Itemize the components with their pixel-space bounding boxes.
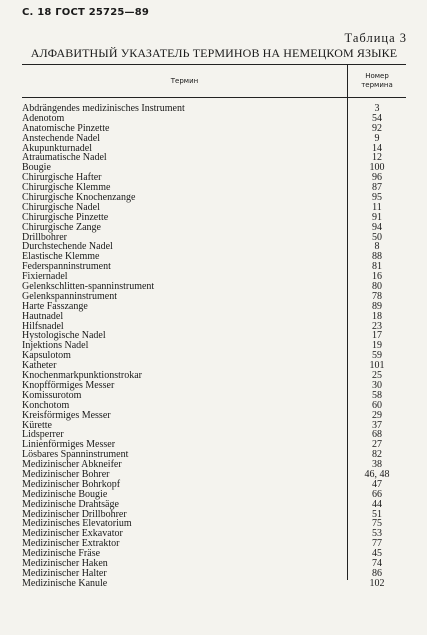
- term-cell: Hautnadel: [22, 310, 64, 322]
- term-cell: Medizinische Fräse: [22, 548, 101, 560]
- number-cell: 45: [372, 548, 382, 560]
- table-row: [22, 223, 406, 233]
- number-cell: 95: [372, 192, 382, 204]
- term-cell: Medizinischer Abkneifer: [22, 459, 122, 471]
- term-cell: Fixiernadel: [22, 271, 68, 283]
- term-cell: Durchstechende Nadel: [22, 241, 113, 253]
- term-cell: Linienförmiges Messer: [22, 439, 116, 451]
- number-cell: 38: [372, 459, 382, 471]
- number-cell: 74: [372, 557, 382, 569]
- term-cell: Gelenkspanninstrument: [22, 290, 117, 302]
- number-cell: 53: [372, 528, 382, 540]
- number-cell: 78: [372, 290, 382, 302]
- number-cell: 89: [372, 300, 382, 312]
- number-cell: 51: [372, 508, 382, 520]
- term-cell: Anstechende Nadel: [22, 132, 101, 144]
- number-cell: 8: [374, 241, 380, 253]
- term-cell: Bougie: [22, 162, 51, 174]
- number-cell: 68: [372, 429, 382, 441]
- number-cell: 100: [369, 162, 385, 174]
- number-cell: 92: [372, 122, 382, 134]
- number-cell: 81: [372, 261, 382, 273]
- term-cell: Chirurgische Nadel: [22, 201, 100, 213]
- term-cell: Adenotom: [22, 112, 65, 124]
- number-cell: 16: [372, 271, 382, 283]
- column-header-number-line2: термина: [361, 81, 393, 89]
- term-cell: Lidsperrer: [22, 429, 64, 441]
- term-cell: Chirurgische Zange: [22, 221, 101, 233]
- term-cell: Akupunkturnadel: [22, 142, 92, 154]
- term-cell: Knochenmarkpunktionstrokar: [22, 370, 142, 382]
- term-cell: Medizinisches Elevatorium: [22, 518, 132, 530]
- table-header: [22, 64, 406, 98]
- term-cell: Medizinischer Drillbohrer: [22, 508, 127, 520]
- number-cell: 86: [372, 567, 382, 579]
- number-cell: 82: [372, 449, 382, 461]
- number-cell: 47: [372, 478, 382, 490]
- table-row: [22, 341, 406, 351]
- number-cell: 11: [372, 201, 382, 213]
- number-cell: 50: [372, 231, 382, 243]
- number-cell: 19: [372, 340, 382, 352]
- column-header-number: [348, 65, 406, 97]
- number-cell: 102: [369, 577, 385, 589]
- term-cell: Abdrängendes medizinisches Instrument: [22, 103, 185, 114]
- term-cell: Harte Fasszange: [22, 300, 88, 312]
- table-title: АЛФАВИТНЫЙ УКАЗАТЕЛЬ ТЕРМИНОВ НА НЕМЕЦКОМ ЯЗЫКЕ: [30, 46, 398, 60]
- term-cell: Chirurgische Pinzette: [22, 211, 109, 223]
- term-cell: Medizinischer Exkavator: [22, 528, 123, 540]
- table-row: [22, 579, 406, 589]
- term-cell: Chirurgische Klemme: [22, 182, 111, 194]
- number-cell: 9: [374, 132, 380, 144]
- term-cell: Atraumatische Nadel: [22, 152, 107, 164]
- term-cell: Medizinischer Haken: [22, 557, 108, 569]
- column-header-number-line1: Номер: [365, 72, 389, 80]
- term-cell: Injektions Nadel: [22, 340, 89, 352]
- number-cell: 59: [372, 350, 382, 362]
- number-cell: 101: [369, 360, 385, 372]
- term-cell: Hilfsnadel: [22, 320, 64, 332]
- term-cell: Medizinische Bougie: [22, 488, 108, 500]
- table-row: [22, 391, 406, 401]
- number-cell: 80: [372, 281, 382, 293]
- term-cell: Chirurgische Hafter: [22, 172, 102, 184]
- number-cell: 77: [372, 538, 382, 550]
- table-row: [22, 312, 406, 322]
- term-cell: Kapsulotom: [22, 350, 71, 362]
- term-cell: Elastische Klemme: [22, 251, 100, 263]
- term-cell: Gelenkschlitten-spanninstrument: [22, 281, 155, 293]
- term-cell: Komissurotom: [22, 389, 82, 401]
- table-row: [22, 262, 406, 272]
- number-cell: 25: [372, 370, 382, 382]
- term-cell: Konchotom: [22, 399, 70, 411]
- number-cell: 44: [372, 498, 382, 510]
- term-cell: Knopfförmiges Messer: [22, 379, 115, 391]
- number-cell: 66: [372, 488, 382, 500]
- number-cell: 14: [372, 142, 382, 154]
- table-row: [22, 351, 406, 361]
- number-cell: 37: [372, 419, 382, 431]
- term-cell: Lösbares Spanninstrument: [22, 449, 129, 461]
- number-cell: 23: [372, 320, 382, 332]
- term-cell: Kreisförmiges Messer: [22, 409, 111, 421]
- table-label: Таблица 3: [344, 31, 407, 45]
- table-row: [22, 104, 406, 114]
- table-row: [22, 153, 406, 163]
- term-cell: Anatomische Pinzette: [22, 122, 110, 134]
- number-cell: 29: [372, 409, 382, 421]
- term-cell: Hystologische Nadel: [22, 330, 106, 342]
- number-cell: 58: [372, 389, 382, 401]
- table-row: [22, 411, 406, 421]
- number-cell: 3: [374, 103, 380, 114]
- term-cell: Medizinische Kanule: [22, 577, 108, 589]
- term-cell: Medizinische Drahtsäge: [22, 498, 119, 510]
- term-cell: Medizinischer Extraktor: [22, 538, 120, 550]
- number-cell: 91: [372, 211, 382, 223]
- number-cell: 46, 48: [364, 468, 390, 480]
- table-body: [22, 104, 406, 589]
- column-header-term: Термин: [22, 65, 348, 97]
- term-cell: Drillbohrer: [22, 231, 67, 243]
- term-cell: Chirurgische Knochenzange: [22, 192, 136, 204]
- number-cell: 54: [372, 112, 382, 124]
- term-cell: Kürette: [22, 419, 52, 431]
- term-cell: Medizinischer Bohrer: [22, 468, 110, 480]
- table-row: [22, 421, 406, 431]
- number-cell: 94: [372, 221, 382, 233]
- number-cell: 87: [372, 182, 382, 194]
- number-cell: 30: [372, 379, 382, 391]
- number-cell: 17: [372, 330, 382, 342]
- term-cell: Federspanninstrument: [22, 261, 111, 273]
- table-row: [22, 302, 406, 312]
- number-cell: 96: [372, 172, 382, 184]
- number-cell: 12: [372, 152, 382, 164]
- term-cell: Medizinischer Halter: [22, 567, 107, 579]
- number-cell: 60: [372, 399, 382, 411]
- number-cell: 75: [372, 518, 382, 530]
- number-cell: 88: [372, 251, 382, 263]
- number-cell: 27: [372, 439, 382, 451]
- number-cell: 18: [372, 310, 382, 322]
- term-cell: Medizinischer Bohrkopf: [22, 478, 121, 490]
- term-cell: Katheter: [22, 360, 57, 372]
- page-header: С. 18 ГОСТ 25725—89: [22, 7, 150, 18]
